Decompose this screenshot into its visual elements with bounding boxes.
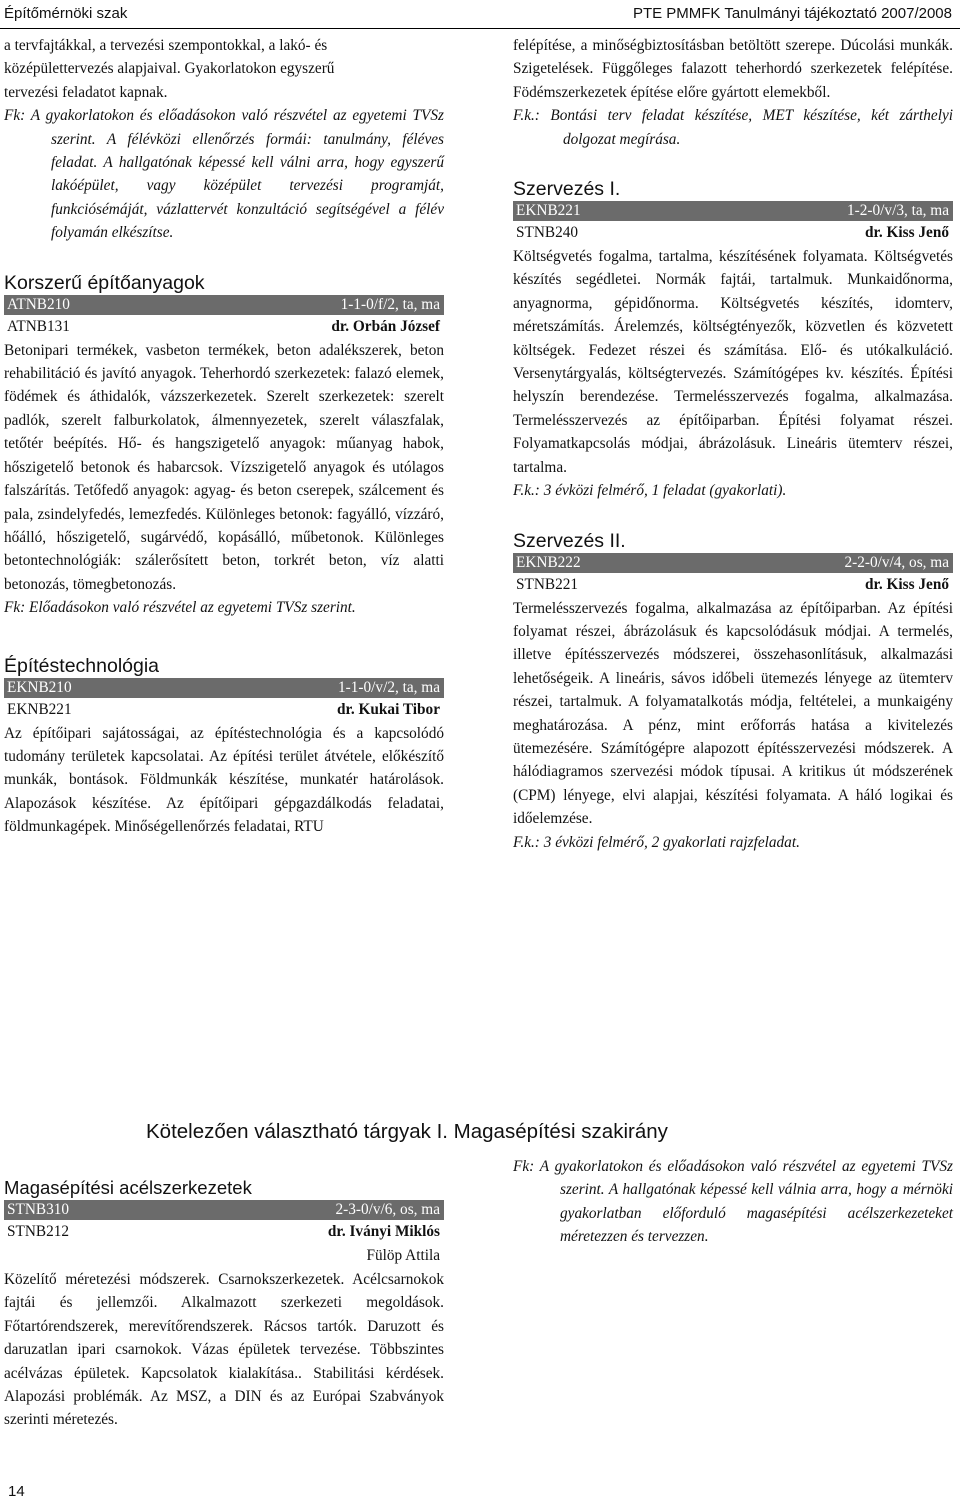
acel-fk-block bbox=[513, 1155, 953, 1249]
page-header bbox=[0, 0, 960, 30]
intro-line-2: középülettervezés alapjaival. Gyakorlatokon egyszerű bbox=[4, 60, 335, 78]
epitestech-body: Az építőipari sajátosságai, az építéstechnológia és a kapcsolódó tudomány területek kapcsolatai. Az építési terület átvétele, előkészítő munkák, bontások. Földmunkák készítése, munkatér határolások. Alapozások készítése. Az építőipari gépgazdálkodás feladatai, földmunkagépek. Minőségellenőrzés feladatai, RTU bbox=[4, 724, 444, 836]
szervezes1-title: Szervezés I. bbox=[513, 178, 621, 201]
szervezes2-code-bar bbox=[513, 553, 953, 573]
szervezes2-title: Szervezés II. bbox=[513, 529, 626, 552]
szervezes1-code-bar bbox=[513, 201, 953, 221]
szervezes1-hours: 1-2-0/v/3, ta, ma bbox=[847, 202, 949, 220]
epitestech-lecturer: dr. Kukai Tibor bbox=[336, 700, 440, 718]
right-column bbox=[513, 34, 953, 854]
acel-prereq-line bbox=[4, 1220, 444, 1244]
szervezes1-code: EKNB221 bbox=[516, 202, 581, 220]
intro-line-1: a tervfajtákkal, a tervezési szempontokkal, a lakó- és bbox=[4, 37, 328, 54]
page-number: 14 bbox=[8, 1483, 25, 1500]
korszeru-code: ATNB210 bbox=[7, 295, 70, 313]
left-column bbox=[4, 34, 444, 839]
epitestech-code-bar bbox=[4, 678, 444, 698]
epitestech-prereq-line bbox=[4, 698, 444, 722]
szervezes1-body: Költségvetés fogalma, tartalma, készítésének folyamata. Költségvetés készítés segédletei. Normák fajtái, tartalmuk. Munkaidőnorma, anyagnorma, gépidőnorma. Költségvetés készítés, idomterv, méretszámítás. Árelemzés, költségtényezők, közvetlen és közvetett költségek. Fedezet részei és számítása. Elő- és utókalkuláció. Versenytárgyalás, költségtervezés. Számítógépes kv. készítés. Építési helyszín berendezése. Termelésszervezés fogalma, alkalmazása. Termelésszervezés az építőiparban. Építési folyamat részei. Folyamatkapcsolás módjai, ábrázolásuk. Lineáris ütemterv részei, tartalma. bbox=[513, 248, 953, 476]
intro-line-3: tervezési feladatot kapnak. bbox=[4, 83, 168, 101]
korszeru-prereq-line bbox=[4, 315, 444, 339]
acel-hours: 2-3-0/v/6, os, ma bbox=[335, 1201, 440, 1218]
szervezes2-body: Termelésszervezés fogalma, alkalmazása az építőiparban. Az építési folyamat részei, ábrázolásuk és kapcsolódásuk módjai. A termelés, illetve építésszervezés módszerei, összehasonlításuk, alkalmazási lehetőségeik. A lineáris, sávos időbeli ütemezés lényege az ütemterv részei, tartalmuk. A folyamatalkotás módja, feltételei, a munkaigény meghatározása. A pénz, mint erőforrás hatása a kivitelezés ütemezésére. Számítógépre alapozott építésszervezési módszerek. A hálódiagramos szervezési módok típusai. A kritikus út módszerének (CPM) lényege, elvi alapjai, készítési folyamata. A háló logikai és időelemzése. bbox=[513, 599, 953, 828]
acel-body: Közelítő méretezési módszerek. Csarnokszerkezetek. Acélcsarnokok fajtái és jellemzői. Alkalmazott szerkezeti megoldások. Főtartórendszerek, merevítőrendszerek. Rácsos tartók. Daruzott és daruzatlan ipari csarnokok. Vázas épületek tervezése. Többszintes acélvázas épületek. Kapcsolatok kialakítása.. Stabilitási kérdések. Alapozási problémák. Az MSZ, a DIN és az Európai Szabványok szerinti méretezés. bbox=[4, 1271, 444, 1429]
acel-section bbox=[4, 1176, 444, 1432]
acel-title: Magasépítési acélszerkezetek bbox=[4, 1177, 252, 1198]
continued-text: felépítése, a minőségbiztosításban betöltött szerepe. Dúcolási munkák. Szigetelések. Függőleges falazott teherhordó szerkezetek felépítése. Födémszerkezetek építése előre gyártott elemekből. bbox=[513, 37, 953, 101]
acel-fk: Fk: A gyakorlatokon és előadásokon való részvétel az egyetemi TVSz szerint. A hallgatónak képessé kell válnia arra, hogy a mérnöki gyakorlatban előforduló magasépítési acélszerkezeteket méretezzen és tervezzen. bbox=[513, 1158, 953, 1246]
szervezes2-code: EKNB222 bbox=[516, 553, 581, 571]
epitestech-code: EKNB210 bbox=[7, 678, 72, 696]
szervezes2-prereq: STNB221 bbox=[516, 575, 579, 593]
acel-lecturer-1: dr. Iványi Miklós bbox=[327, 1223, 440, 1240]
korszeru-fk: Fk: Előadásokon való részvétel az egyetemi TVSz szerint. bbox=[4, 599, 356, 617]
acel-code-bar bbox=[4, 1200, 444, 1220]
acel-prereq: STNB212 bbox=[7, 1223, 70, 1240]
epitestech-prereq: EKNB221 bbox=[7, 700, 72, 718]
acel-code: STNB310 bbox=[7, 1201, 70, 1218]
korszeru-title: Korszerű építőanyagok bbox=[4, 271, 205, 294]
szervezes1-fk: F.k.: 3 évközi felmérő, 1 feladat (gyakorlati). bbox=[513, 482, 787, 500]
epitestech-title: Építéstechnológia bbox=[4, 654, 160, 677]
szervezes2-lecturer: dr. Kiss Jenő bbox=[864, 575, 949, 593]
szervezes2-fk: F.k.: 3 évközi felmérő, 2 gyakorlati rajzfeladat. bbox=[513, 833, 800, 851]
korszeru-lecturer: dr. Orbán József bbox=[331, 317, 440, 335]
continued-fk: F.k.: Bontási terv feladat készítése, MET készítése, két zárthelyi dolgozat megírása. bbox=[513, 107, 953, 148]
intro-fk: Fk: A gyakorlatokon és előadásokon való részvétel az egyetemi TVSz szerint. A félévközi ellenőrzés formái: tanulmány, féléves feladat. A hallgatónak képessé kell válni arra, hogy egyszerű lakóépület, vagy középület tervezési programját, funkciósémáját, vázlattervét konzultáció segítségével a félév folyamán elkészítse. bbox=[4, 107, 444, 242]
korszeru-prereq: ATNB131 bbox=[7, 317, 70, 335]
elective-title: Kötelezően választható tárgyak I. Magasépítési szakirány bbox=[146, 1120, 668, 1143]
epitestech-hours: 1-1-0/v/2, ta, ma bbox=[338, 678, 440, 696]
szervezes2-prereq-line bbox=[513, 573, 953, 597]
szervezes1-lecturer: dr. Kiss Jenő bbox=[864, 224, 949, 242]
korszeru-code-bar bbox=[4, 295, 444, 315]
szervezes1-prereq: STNB240 bbox=[516, 224, 579, 242]
header-rule bbox=[0, 28, 960, 29]
szervezes1-prereq-line bbox=[513, 221, 953, 245]
header-left: Építőmérnöki szak bbox=[4, 5, 128, 22]
szervezes2-hours: 2-2-0/v/4, os, ma bbox=[844, 553, 949, 571]
header-right: PTE PMMFK Tanulmányi tájékoztató 2007/2008 bbox=[632, 5, 952, 22]
acel-lecturer-line-2 bbox=[4, 1244, 444, 1268]
acel-lecturer-2: Fülöp Attila bbox=[366, 1247, 440, 1264]
korszeru-body: Betonipari termékek, vasbeton termékek, beton adalékszerek, beton rehabilitáció és javító anyagok. Teherhordó szerkezetek: falazó elemek, födémek és áthidalók, vázszerkezetek. Szerelt szerkezetek: szerelt padlók, szerelt falburkolatok, álmennyezetek, szerelt válaszfalak, tetőtér beépítés. Hő- és hangszigetelő anyagok: műanyag habok, hőszigetelő betonok és habarcsok. Vízszigetelő anyagok és utólagos falszárítás. Tetőfedő anyagok: agyag- és beton cserepek, szálcement és pala, zsindelyfedés, lemezfedés. Különleges betonok: fagyálló, vízzáró, hőálló, hőszigetelő, sugárvédő, kopásálló, műbetonok. Különleges betontechnológiák: szálerősített beton, torkrét beton, víz alatti betonozás, tömegbetonozás. bbox=[4, 341, 444, 593]
korszeru-hours: 1-1-0/f/2, ta, ma bbox=[340, 295, 440, 313]
